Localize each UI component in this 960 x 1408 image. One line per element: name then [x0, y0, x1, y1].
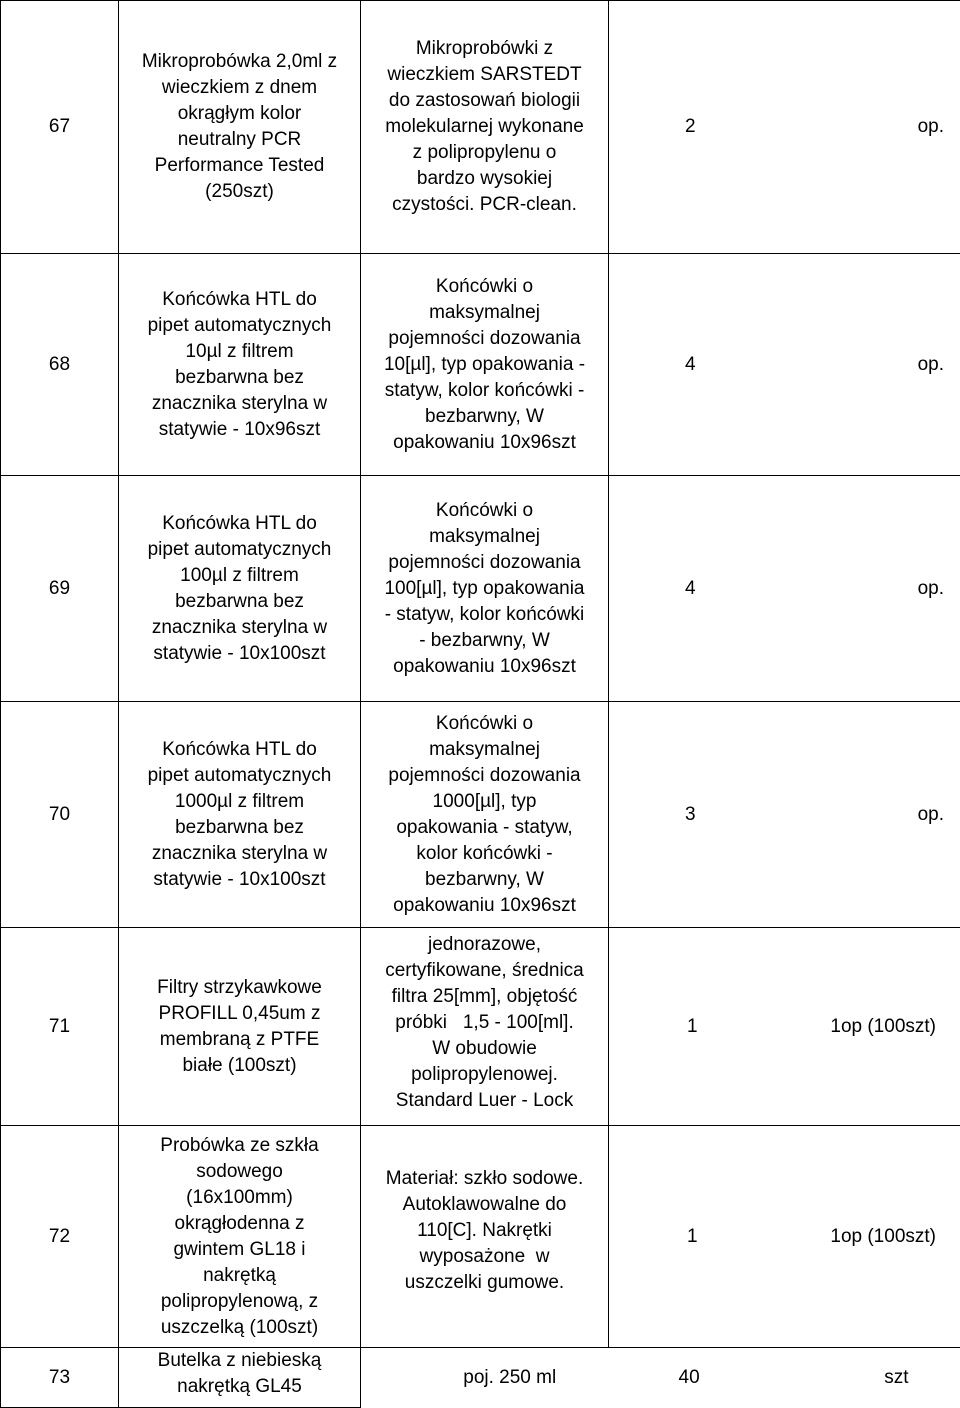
- row-number: 67: [1, 1, 119, 254]
- table-row-69: [1, 476, 960, 702]
- item-description: jednorazowe, certyfikowane, średnica filtra 25[mm], objętość próbki 1,5 - 100[ml]. W obudowie polipropylenowej. Standard Luer - Lock: [361, 928, 609, 1126]
- item-quantity: [609, 1348, 960, 1408]
- item-quantity: [609, 254, 960, 476]
- quantity-unit: op.: [918, 352, 944, 378]
- quantity-value: 4: [685, 352, 696, 378]
- quantity-unit: op.: [918, 802, 944, 828]
- item-name: Butelka z niebieską nakrętką GL45: [119, 1348, 361, 1408]
- table-row-70: [1, 702, 960, 928]
- item-name: Filtry strzykawkowe PROFILL 0,45um z membraną z PTFE białe (100szt): [119, 928, 361, 1126]
- item-name: Probówka ze szkła sodowego (16x100mm) okrągłodenna z gwintem GL18 i nakrętką polipropylenową, z uszczelką (100szt): [119, 1126, 361, 1348]
- table-row-73: [1, 1348, 960, 1408]
- row-number: 70: [1, 702, 119, 928]
- item-description: Mikroprobówki z wieczkiem SARSTEDT do zastosowań biologii molekularnej wykonane z polipropylenu o bardzo wysokiej czystości. PCR-clean.: [361, 1, 609, 254]
- quantity-unit: op.: [918, 114, 944, 140]
- quantity-value: 40: [663, 1365, 700, 1391]
- quantity-value: 3: [685, 802, 696, 828]
- quantity-unit: op.: [918, 576, 944, 602]
- quantity-value: 1: [663, 1224, 698, 1250]
- item-description: Końcówki o maksymalnej pojemności dozowania 1000[µl], typ opakowania - statyw, kolor końcówki - bezbarwny, W opakowaniu 10x96szt: [361, 702, 609, 928]
- item-description: poj. 250 ml: [361, 1348, 609, 1408]
- item-description: Końcówki o maksymalnej pojemności dozowania 10[µl], typ opakowania - statyw, kolor końcówki - bezbarwny, W opakowaniu 10x96szt: [361, 254, 609, 476]
- item-quantity: [609, 1126, 960, 1348]
- item-quantity: [609, 928, 960, 1126]
- item-quantity: [609, 702, 960, 928]
- table-row-67: [1, 1, 960, 254]
- item-description: Końcówki o maksymalnej pojemności dozowania 100[µl], typ opakowania - statyw, kolor końcówki - bezbarwny, W opakowaniu 10x96szt: [361, 476, 609, 702]
- quantity-unit: szt: [884, 1365, 936, 1391]
- table-row-72: [1, 1126, 960, 1348]
- item-name: Końcówka HTL do pipet automatycznych 1000µl z filtrem bezbarwna bez znacznika sterylna w statywie - 10x100szt: [119, 702, 361, 928]
- item-name: Końcówka HTL do pipet automatycznych 100µl z filtrem bezbarwna bez znacznika sterylna w statywie - 10x100szt: [119, 476, 361, 702]
- quantity-unit: 1op (100szt): [830, 1224, 936, 1250]
- item-description: Materiał: szkło sodowe. Autoklawowalne do 110[C]. Nakrętki wyposażone w uszczelki gumowe.: [361, 1126, 609, 1348]
- row-number: 71: [1, 928, 119, 1126]
- row-number: 68: [1, 254, 119, 476]
- item-name: Końcówka HTL do pipet automatycznych 10µl z filtrem bezbarwna bez znacznika sterylna w statywie - 10x96szt: [119, 254, 361, 476]
- item-quantity: [609, 1, 960, 254]
- table-row-71: [1, 928, 960, 1126]
- row-number: 73: [1, 1348, 119, 1408]
- quantity-value: 2: [685, 114, 696, 140]
- quantity-value: 4: [685, 576, 696, 602]
- row-number: 72: [1, 1126, 119, 1348]
- item-name: Mikroprobówka 2,0ml z wieczkiem z dnem okrągłym kolor neutralny PCR Performance Tested (250szt): [119, 1, 361, 254]
- quantity-value: 1: [663, 1014, 698, 1040]
- table-row-68: [1, 254, 960, 476]
- item-quantity: [609, 476, 960, 702]
- row-number: 69: [1, 476, 119, 702]
- quantity-unit: 1op (100szt): [830, 1014, 936, 1040]
